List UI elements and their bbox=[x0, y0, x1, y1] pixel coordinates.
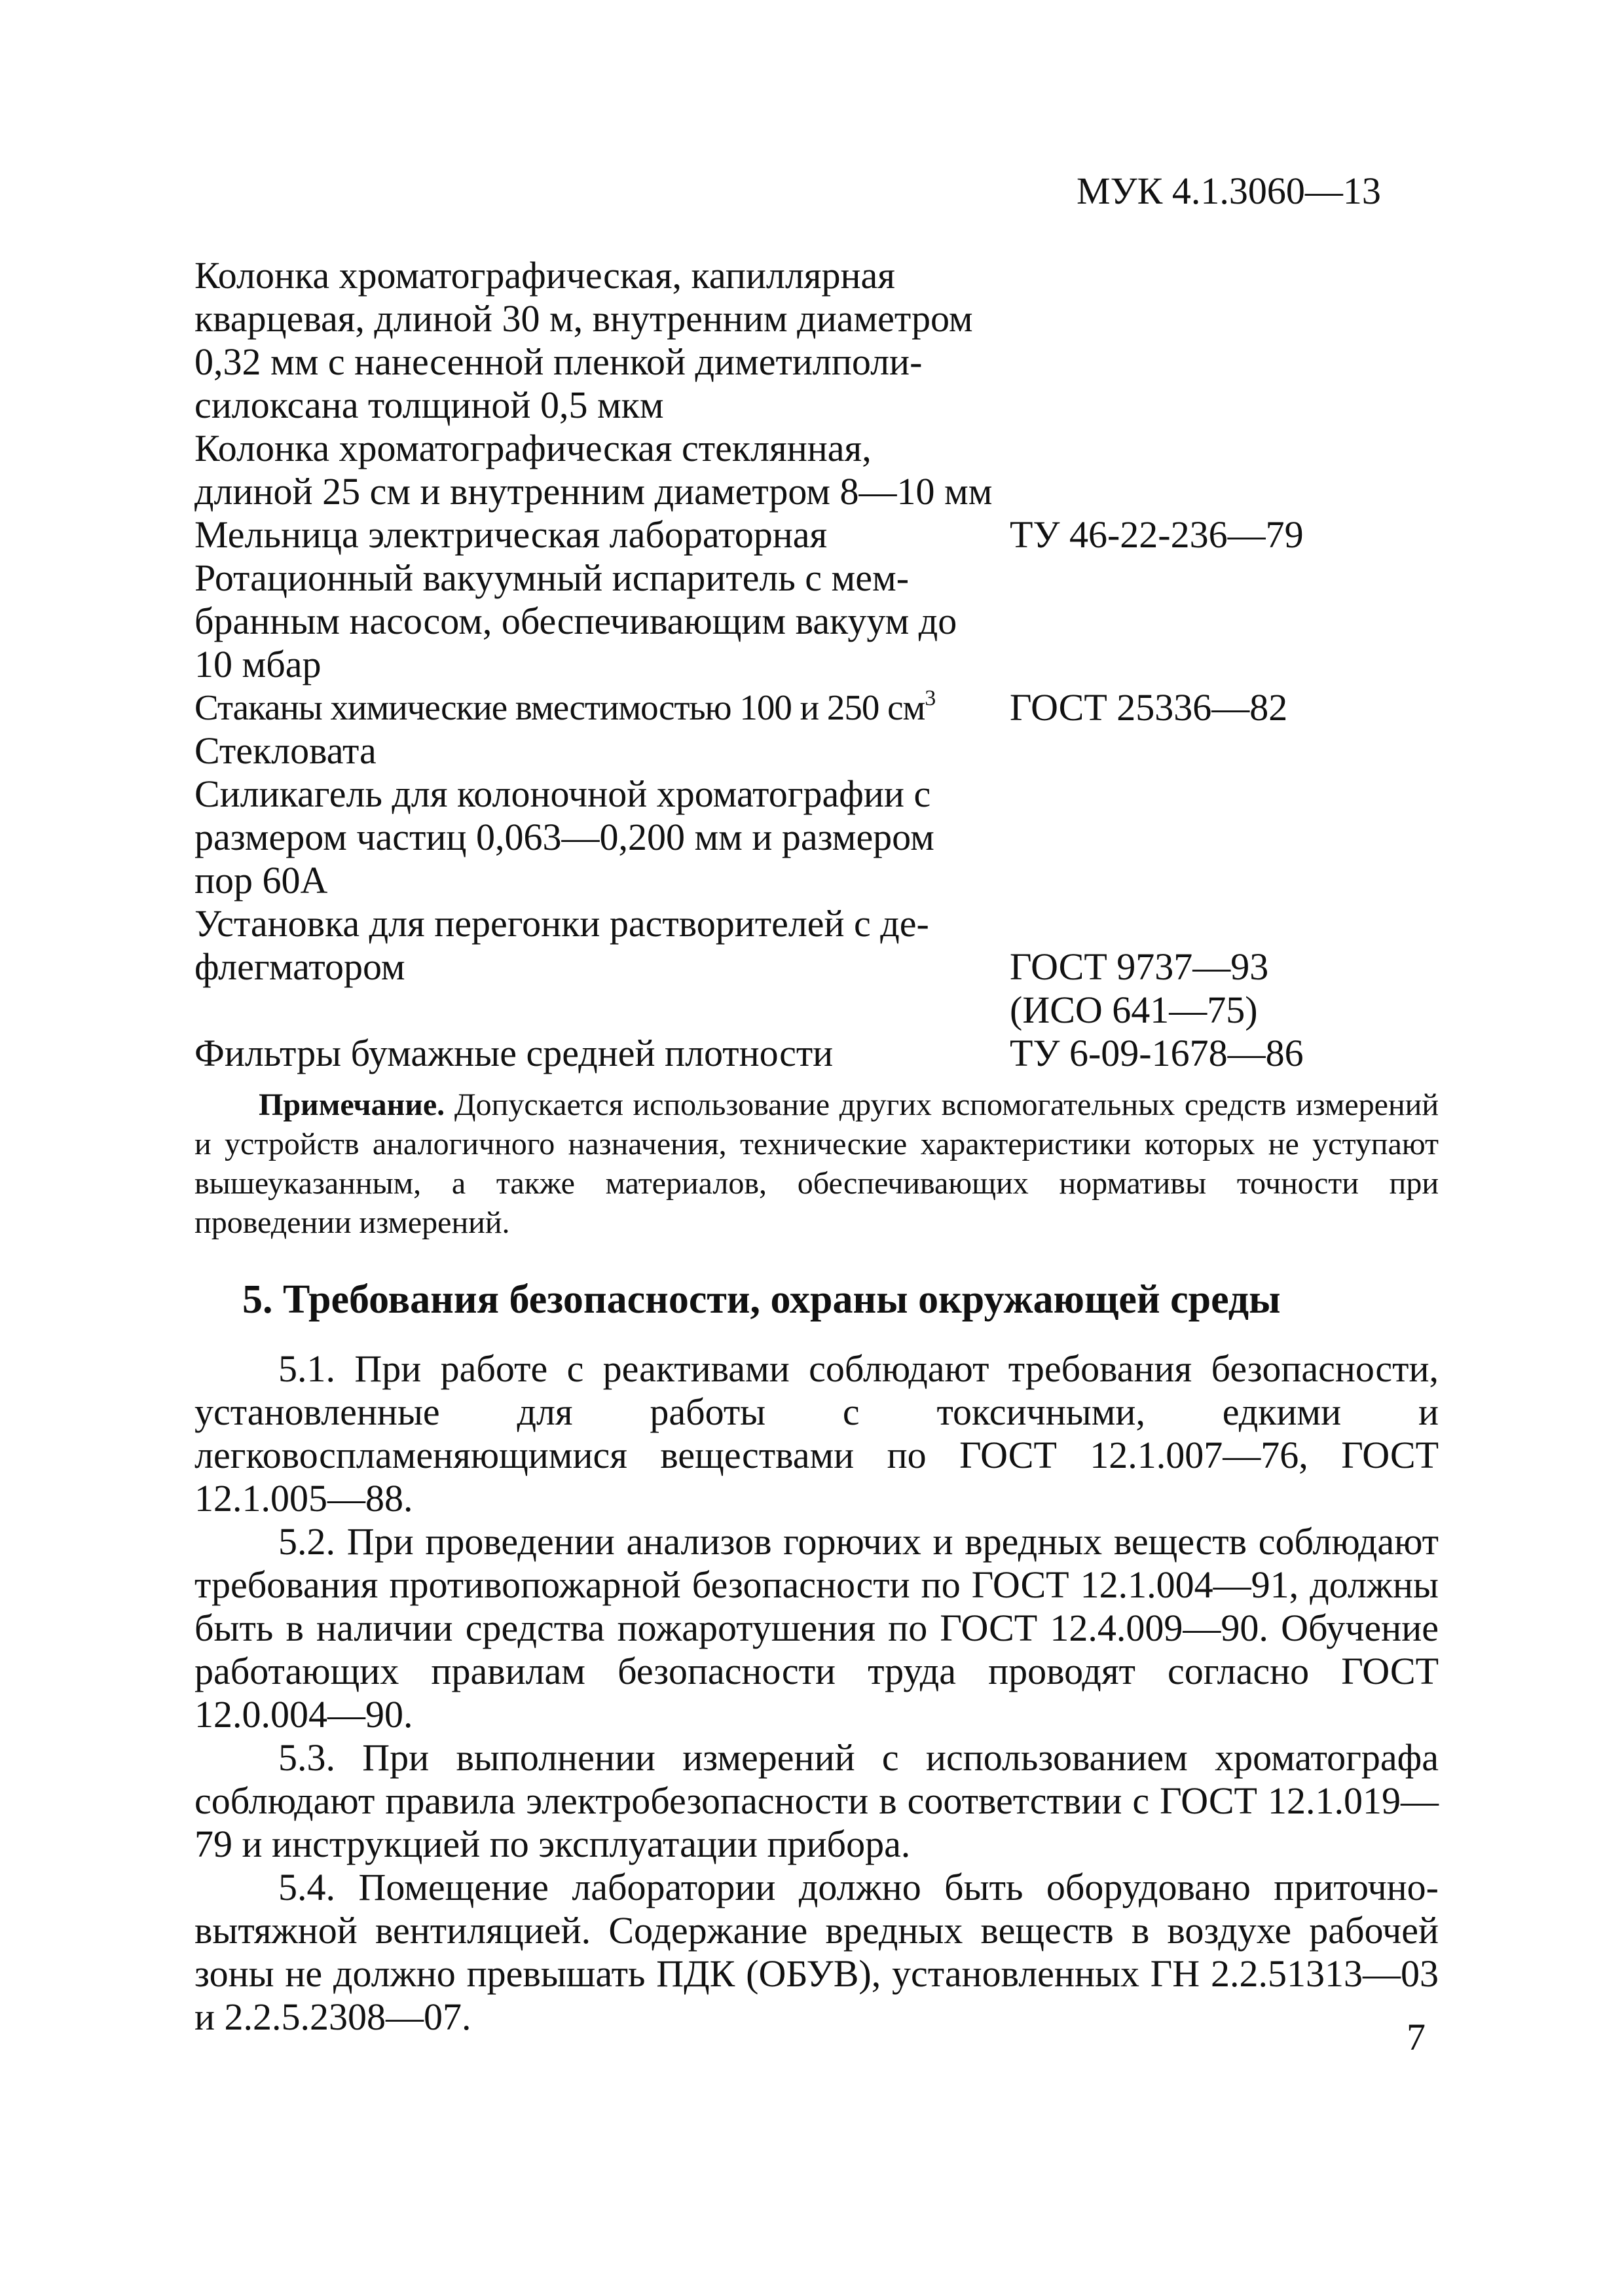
paragraph: 5.1. При работе с реактивами соблюдают требования безопасности, установленные для работы с токсичными, едкими и легковоспламеняющимися веществами по ГОСТ 12.1.007—76, ГОСТ 12.1.005—88. bbox=[194, 1347, 1439, 1520]
item-standard-ref: ГОСТ 25336—82 bbox=[1010, 686, 1288, 729]
item-line: Колонка хроматографическая, капиллярная bbox=[194, 254, 895, 297]
item-line: длиной 25 см и внутренним диаметром 8—10 мм bbox=[194, 470, 993, 513]
paragraph: 5.3. При выполнении измерений с использованием хроматографа соблюдают правила электробезопасности в соответствии с ГОСТ 12.1.019—79 и инструкцией по эксплуатации прибора. bbox=[194, 1736, 1439, 1865]
item-standard-ref: ГОСТ 9737—93 (ИСО 641—75) bbox=[1010, 945, 1269, 1031]
item-line: бранным насосом, обеспечивающим вакуум до bbox=[194, 600, 957, 642]
item-line: 0,32 мм с нанесенной пленкой диметилполи- bbox=[194, 340, 923, 383]
equipment-item bbox=[194, 556, 1334, 686]
item-line: Установка для перегонки растворителей с де- bbox=[194, 902, 929, 945]
item-standard-ref: ТУ 46-22-236—79 bbox=[1010, 513, 1304, 556]
equipment-item bbox=[194, 729, 1334, 773]
equipment-item bbox=[194, 902, 1334, 1032]
paragraph: 5.4. Помещение лаборатории должно быть оборудовано приточно-вытяжной вентиляцией. Содержание вредных веществ в воздухе рабочей зоны не должно превышать ПДК (ОБУВ), установленных ГН 2.2.51313—03 и 2.2.5.2308—07. bbox=[194, 1866, 1439, 2038]
item-line: Фильтры бумажные средней плотности bbox=[194, 1032, 834, 1074]
equipment-item bbox=[194, 686, 1334, 729]
item-line: размером частиц 0,063—0,200 мм и размером bbox=[194, 816, 934, 858]
item-line: Стекловата bbox=[194, 729, 377, 772]
item-line: 10 мбар bbox=[194, 643, 322, 685]
item-line: силоксана толщиной 0,5 мкм bbox=[194, 384, 664, 426]
item-line: Силикагель для колоночной хроматографии с bbox=[194, 773, 931, 815]
item-line: Стаканы химические вместимостью 100 и 250 $см^3$ bbox=[194, 686, 936, 727]
item-line: кварцевая, длиной 30 м, внутренним диаметром bbox=[194, 297, 973, 340]
equipment-item bbox=[194, 513, 1334, 556]
superscript: 3 bbox=[925, 686, 936, 710]
item-line: Ротационный вакуумный испаритель с мем- bbox=[194, 556, 910, 599]
note-paragraph bbox=[194, 1085, 1439, 1243]
equipment-item bbox=[194, 1032, 1334, 1075]
item-line: пор 60А bbox=[194, 859, 328, 902]
item-line: Мельница электрическая лабораторная bbox=[194, 513, 828, 556]
equipment-item bbox=[194, 427, 1334, 513]
note-text: Допускается использование других вспомогательных средств измерений и устройств аналогичного назначения, технические характеристики которых не уступают вышеуказанным, а также материалов, обеспечивающих нормативы точности при проведении измерений. bbox=[194, 1087, 1439, 1240]
document-code: МУК 4.1.3060—13 bbox=[1077, 170, 1381, 212]
section-body bbox=[194, 1347, 1439, 2039]
item-standard-ref: ТУ 6-09-1678—86 bbox=[1010, 1032, 1304, 1074]
page-number: 7 bbox=[1407, 2016, 1426, 2058]
equipment-item bbox=[194, 773, 1334, 902]
item-line: флегматором bbox=[194, 945, 405, 988]
equipment-list bbox=[194, 254, 1334, 1075]
equipment-item bbox=[194, 254, 1334, 427]
item-line: Колонка хроматографическая стеклянная, bbox=[194, 427, 872, 469]
paragraph: 5.2. При проведении анализов горючих и вредных веществ соблюдают требования противопожарной безопасности по ГОСТ 12.1.004—91, должны быть в наличии средства пожаротушения по ГОСТ 12.4.009—90. Обучение работающих правилам безопасности труда проводят согласно ГОСТ 12.0.004—90. bbox=[194, 1520, 1439, 1736]
note-label: Примечание. bbox=[259, 1087, 445, 1122]
section-heading: 5. Требования безопасности, охраны окружающей среды bbox=[242, 1277, 1281, 1322]
